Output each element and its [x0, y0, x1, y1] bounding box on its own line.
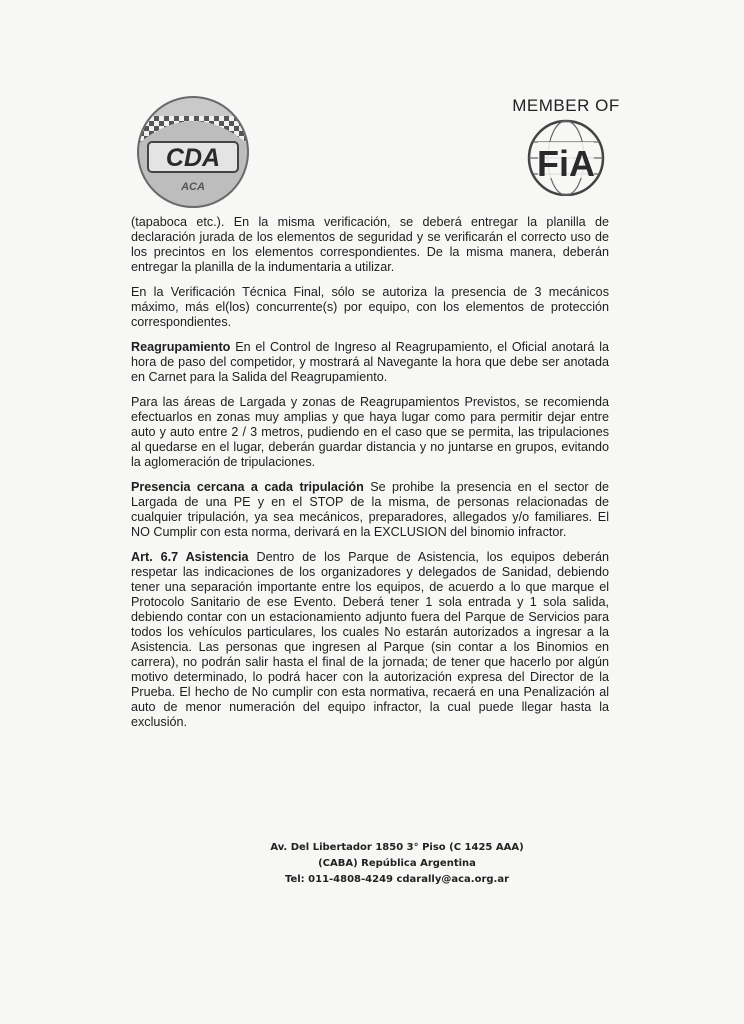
fia-logo	[496, 96, 636, 196]
reagrupamiento-heading: Reagrupamiento	[131, 340, 231, 354]
cda-logo	[134, 96, 252, 208]
paragraph-2-text: En la Verificación Técnica Final, sólo se autoriza la presencia de 3 mecánicos máximo, más el(los) concurrente(s) por equipo, con los elementos de protección correspondientes.	[131, 285, 609, 329]
document-body	[131, 215, 609, 740]
paragraph-4-text: Para las áreas de Largada y zonas de Reagrupamientos Previstos, se recomienda efectuarlos en zonas muy amplias y que haya lugar como para permitir dejar entre auto y auto entre 2 / 3 metros, pudiendo en el caso que se permita, las tripulaciones al quedarse en el lugar, deberán guardar distancia y no juntarse en grupos, evitando la aglomeración de tripulaciones.	[131, 395, 609, 469]
paragraph-1-text: (tapaboca etc.). En la misma verificación, se deberá entregar la planilla de declaración jurada de los elementos de seguridad y se verificarán el correcto uso de los precintos en los elementos correspondientes. De la misma manera, deberán entregar la planilla de la indumentaria a utilizar.	[131, 215, 609, 274]
paragraph-1	[131, 215, 609, 275]
footer-city: (CABA) República Argentina	[318, 858, 476, 869]
paragraph-asistencia	[131, 550, 609, 730]
fia-globe-icon	[496, 118, 636, 196]
footer-address: Av. Del Libertador 1850 3° Piso (C 1425 AAA)	[270, 842, 524, 853]
paragraph-4	[131, 395, 609, 470]
paragraph-2	[131, 285, 609, 330]
presencia-text: Se prohibe la presencia en el sector de Largada de una PE y en el STOP de la misma, de personas relacionadas de cualquier tripulación, ya sea mecánicos, preparadores, allegados y/o familiares. El NO Cumplir con esta norma, derivará en la EXCLUSION del binomio infractor.	[131, 480, 609, 539]
paragraph-presencia	[131, 480, 609, 540]
presencia-heading: Presencia cercana a cada tripulación	[131, 480, 364, 494]
member-of-label: MEMBER OF	[512, 96, 620, 115]
asistencia-text: Dentro de los Parque de Asistencia, los equipos deberán respetar las indicaciones de los organizadores y delegados de Sanidad, debiendo tener una separación importante entre los equipos, de acuerdo a lo que marque el Protocolo Sanitario de ese Evento. Deberá tener 1 sola entrada y 1 sola salida, debiendo contar con un estacionamiento adjunto fuera del Parque de Servicios para todos los vehículos particulares, los cuales No estarán autorizados a ingresar a la Asistencia. Las personas que ingresen al Parque (sin contar a los Binomios en carrera), no podrán salir hasta el final de la jornada; de tener que hacerlo por algún motivo determinado, lo podrá hacer con la autorización expresa del Director de la Prueba. El hecho de No cumplir con esta normativa, recaerá en una Penalización al auto de menor numeración del equipo infractor, la cual puede llegar hasta la exclusión.	[131, 550, 609, 729]
footer-contact: Tel: 011-4808-4249 cdarally@aca.org.ar	[284, 874, 510, 885]
footer	[0, 840, 744, 888]
aca-logo-text: ACA	[181, 181, 205, 193]
fia-logo-text: FiA	[537, 143, 595, 184]
reagrupamiento-text: En el Control de Ingreso al Reagrupamiento, el Oficial anotará la hora de paso del competidor, y mostrará al Navegante la hora que debe ser anotada en Carnet para la Salida del Reagrupamiento.	[131, 340, 609, 384]
paragraph-reagrupamiento	[131, 340, 609, 385]
cda-logo-text: CDA	[165, 144, 221, 172]
asistencia-heading: Art. 6.7 Asistencia	[131, 550, 249, 564]
